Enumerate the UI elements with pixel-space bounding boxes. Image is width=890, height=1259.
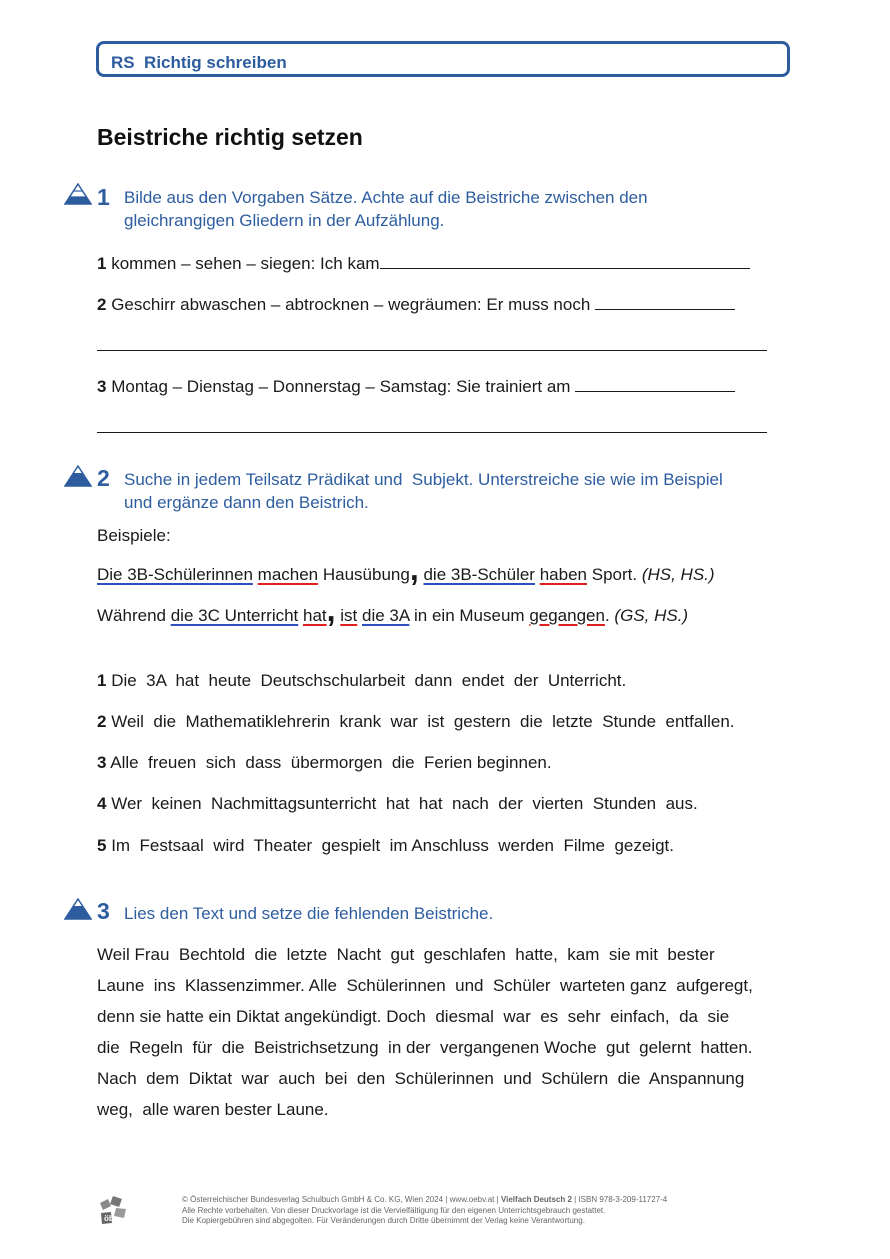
task-2-item-3[interactable]: 3 Alle freuen sich dass übermorgen die Ferien beginnen. [97,753,552,772]
task-2-instruction: Suche in jedem Teilsatz Prädikat und Subjekt. Unterstreiche sie wie im Beispiel und ergänze dann den Beistrich. [124,470,723,512]
task-2-item-4[interactable]: 4 Wer keinen Nachmittagsunterricht hat hat nach der vierten Stunden aus. [97,794,698,813]
predicate-underline: ist [340,606,358,625]
answer-blank[interactable] [575,374,735,392]
answer-line[interactable] [97,350,767,351]
example-sentence-1: Die 3B-Schülerinnen machen Hausübung, die 3B-Schüler haben Sport. (HS, HS.) [97,551,715,587]
example-sentence-2: Während die 3C Unterricht hat, ist die 3A in ein Museum gegangen. (GS, HS.) [97,592,689,628]
difficulty-level-2-icon [64,465,92,487]
task-1-item-1: 1 kommen – sehen – siegen: Ich kam [97,251,750,274]
predicate-underline: hat [303,606,327,625]
examples-label: Beispiele: [97,526,171,545]
oebv-logo-icon [96,1193,130,1227]
answer-line[interactable] [97,432,767,433]
predicate-underline: machen [257,565,319,584]
predicate-underline: haben [539,565,587,584]
inserted-comma: , [409,551,419,587]
subject-underline: die 3B-Schüler [423,565,535,584]
difficulty-level-2-icon [64,898,92,920]
difficulty-level-1-icon [64,183,92,205]
subject-underline: Die 3B-Schülerinnen [97,565,253,584]
task-3-instruction: Lies den Text und setze die fehlenden Beistriche. [124,904,494,923]
predicate-underline: gegangen [529,606,605,625]
subject-underline: die 3C Unterricht [170,606,299,625]
svg-text:öbv: öbv [104,1214,119,1223]
task-1-instruction: Bilde aus den Vorgaben Sätze. Achte auf die Beistriche zwischen den gleichrangigen Gliedern in der Aufzählung. [124,188,648,230]
subject-underline: die 3A [362,606,410,625]
task-1-item-3: 3 Montag – Dienstag – Donnerstag – Samstag: Sie trainiert am [97,374,735,397]
task-3-number: 3 [97,898,110,924]
task-3-text[interactable]: Weil Frau Bechtold die letzte Nacht gut geschlafen hatte, kam sie mit bester Laune ins Klassenzimmer. Alle Schülerinnen und Schüler warteten ganz aufgeregt, denn sie hatte ein Diktat angekündigt. Doch diesmal war es sehr einfach, da sie die Regeln für die Beistrichsetzung in der vergangenen Woche gut gelernt hatten. Nach dem Diktat war auch bei den Schülerinnen und Schülern die Anspannung weg, alle waren bester Laune. [97,945,753,1119]
answer-blank[interactable] [595,292,735,310]
task-1-number: 1 [97,184,110,210]
section-header-label: RS Richtig schreiben [111,53,287,72]
task-2-item-1[interactable]: 1 Die 3A hat heute Deutschschularbeit dann endet der Unterricht. [97,671,627,690]
task-2-number: 2 [97,465,110,491]
answer-blank[interactable] [380,251,750,269]
task-2-item-5[interactable]: 5 Im Festsaal wird Theater gespielt im Anschluss werden Filme gezeigt. [97,836,675,855]
footer-copyright: © Österreichischer Bundesverlag Schulbuch GmbH & Co. KG, Wien 2024 | www.oebv.at | Vielfach Deutsch 2 | ISBN 978-3-209-11727-4 Alle Rechte vorbehalten. Von dieser Druckvorlage ist die Vervielfältigung für den eigenen Unterrichtsgebrauch gestattet. Die Kopiergebühren sind abgegolten. Für Veränderungen durch Dritte übernimmt der Verlag keine Verantwortung. [182,1195,668,1225]
inserted-comma: , [326,592,336,628]
task-2-item-2[interactable]: 2 Weil die Mathematiklehrerin krank war ist gestern die letzte Stunde entfallen. [97,712,735,731]
task-1-item-2: 2 Geschirr abwaschen – abtrocknen – wegräumen: Er muss noch [97,292,735,315]
page-title: Beistriche richtig setzen [97,124,363,150]
